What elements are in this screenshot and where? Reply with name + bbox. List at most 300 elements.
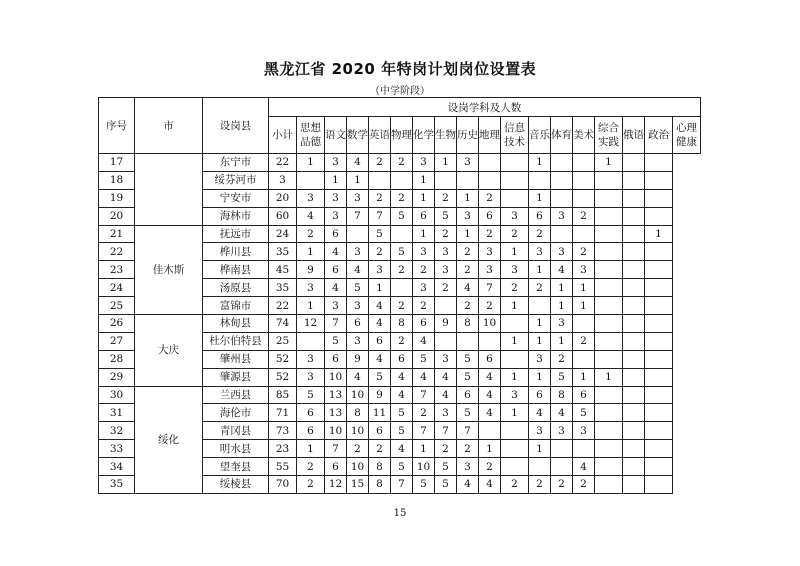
subject-count: 6: [325, 350, 347, 368]
subject-count: 3: [413, 154, 435, 172]
subject-count: 7: [413, 422, 435, 440]
subject-count: 3: [501, 386, 529, 404]
row-seq: 29: [99, 368, 135, 386]
subject-count: [573, 225, 595, 243]
city-cell: 佳木斯: [135, 225, 203, 314]
row-seq: 26: [99, 315, 135, 333]
row-total: 60: [269, 207, 297, 225]
subject-count: 1: [573, 279, 595, 297]
subject-count: [645, 404, 673, 422]
subject-count: 4: [435, 368, 457, 386]
subject-count: [645, 315, 673, 333]
subject-count: 2: [347, 440, 369, 458]
subject-count: 4: [297, 207, 325, 225]
county-cell: 海伦市: [203, 404, 269, 422]
subject-count: 5: [457, 368, 479, 386]
subject-count: 1: [457, 189, 479, 207]
row-total: 3: [269, 171, 297, 189]
subject-count: [595, 207, 623, 225]
header-city: 市: [135, 98, 203, 154]
subject-count: 8: [457, 315, 479, 333]
row-seq: 21: [99, 225, 135, 243]
subject-count: 3: [435, 243, 457, 261]
subject-count: 4: [479, 368, 501, 386]
row-total: 20: [269, 189, 297, 207]
subject-count: [645, 207, 673, 225]
subject-count: [623, 261, 645, 279]
row-seq: 33: [99, 440, 135, 458]
subject-count: 3: [551, 422, 573, 440]
row-total: 74: [269, 315, 297, 333]
county-cell: 肇州县: [203, 350, 269, 368]
subject-count: [595, 315, 623, 333]
subject-count: [595, 476, 623, 494]
county-cell: 宁安市: [203, 189, 269, 207]
subject-count: 2: [435, 279, 457, 297]
row-seq: 34: [99, 458, 135, 476]
subject-count: 4: [457, 279, 479, 297]
subject-count: 13: [325, 386, 347, 404]
subject-count: 6: [479, 350, 501, 368]
row-seq: 19: [99, 189, 135, 207]
subject-count: [501, 315, 529, 333]
subject-count: 2: [391, 154, 413, 172]
subject-count: [457, 332, 479, 350]
header-subject: 体育: [551, 117, 573, 154]
subject-count: [623, 404, 645, 422]
subject-count: 8: [391, 315, 413, 333]
subject-count: 2: [297, 458, 325, 476]
subject-count: 5: [325, 332, 347, 350]
page-title: 黑龙江省 2020 年特岗计划岗位设置表: [263, 60, 537, 78]
subject-count: [573, 189, 595, 207]
subject-count: 2: [479, 189, 501, 207]
subject-count: 1: [551, 297, 573, 315]
subject-count: 3: [435, 404, 457, 422]
subject-count: [479, 422, 501, 440]
subject-count: [501, 350, 529, 368]
row-total: 35: [269, 279, 297, 297]
subject-count: 6: [325, 225, 347, 243]
subject-count: [645, 458, 673, 476]
subject-count: 3: [435, 350, 457, 368]
row-total: 22: [269, 297, 297, 315]
county-cell: 汤原县: [203, 279, 269, 297]
subject-count: 6: [297, 422, 325, 440]
subject-count: 12: [325, 476, 347, 494]
row-seq: 30: [99, 386, 135, 404]
subject-count: 5: [435, 207, 457, 225]
subject-count: 2: [413, 297, 435, 315]
header-subject: 语文: [325, 117, 347, 154]
subject-count: 4: [391, 440, 413, 458]
subject-count: 2: [479, 225, 501, 243]
county-cell: 抚远市: [203, 225, 269, 243]
table-row: [99, 154, 701, 172]
row-total: 73: [269, 422, 297, 440]
county-cell: 海林市: [203, 207, 269, 225]
subject-count: 1: [529, 332, 551, 350]
subject-count: [645, 440, 673, 458]
subject-count: [645, 261, 673, 279]
subject-count: 3: [347, 297, 369, 315]
position-table: [98, 97, 701, 494]
subject-count: 2: [457, 440, 479, 458]
row-seq: 24: [99, 279, 135, 297]
subject-count: [529, 297, 551, 315]
subject-count: [551, 225, 573, 243]
row-total: 45: [269, 261, 297, 279]
subject-count: [551, 154, 573, 172]
subject-count: 2: [297, 225, 325, 243]
subject-count: [623, 332, 645, 350]
subject-count: [501, 422, 529, 440]
subject-count: 6: [479, 207, 501, 225]
subject-count: 9: [297, 261, 325, 279]
subject-count: 6: [391, 350, 413, 368]
header-subject: 政治: [645, 117, 673, 154]
subject-count: [391, 171, 413, 189]
subject-count: 2: [501, 279, 529, 297]
subject-count: 1: [435, 154, 457, 172]
subject-count: 1: [501, 243, 529, 261]
subject-count: [623, 350, 645, 368]
subject-count: 6: [325, 458, 347, 476]
subject-count: [595, 261, 623, 279]
subject-count: 3: [573, 422, 595, 440]
subject-count: [595, 386, 623, 404]
subject-count: 2: [391, 261, 413, 279]
row-seq: 18: [99, 171, 135, 189]
header-subject: 生物: [435, 117, 457, 154]
subject-count: 1: [369, 279, 391, 297]
subject-count: 4: [573, 458, 595, 476]
subject-count: [501, 458, 529, 476]
subject-count: 2: [297, 476, 325, 494]
subject-count: 5: [413, 476, 435, 494]
subject-count: [645, 189, 673, 207]
subject-count: [297, 332, 325, 350]
subject-count: 6: [369, 422, 391, 440]
subject-count: 5: [391, 404, 413, 422]
table-row: [99, 315, 701, 333]
subject-count: 13: [325, 404, 347, 422]
subject-count: 6: [325, 261, 347, 279]
subject-count: 3: [501, 261, 529, 279]
subject-count: 6: [297, 404, 325, 422]
subject-count: [645, 422, 673, 440]
subject-count: 3: [297, 368, 325, 386]
subject-count: 4: [479, 476, 501, 494]
page-number: 15: [393, 508, 407, 519]
subject-count: [501, 171, 529, 189]
subject-count: [645, 368, 673, 386]
subject-count: 3: [529, 422, 551, 440]
subject-count: [529, 171, 551, 189]
subject-count: 5: [435, 458, 457, 476]
subject-count: [501, 440, 529, 458]
subject-count: 1: [347, 171, 369, 189]
subject-count: 5: [297, 386, 325, 404]
header-subject: 综合实践: [595, 117, 623, 154]
subject-count: [623, 476, 645, 494]
subject-count: [645, 243, 673, 261]
subject-count: [595, 440, 623, 458]
subject-count: [501, 154, 529, 172]
subject-count: 2: [573, 332, 595, 350]
subject-count: 9: [347, 350, 369, 368]
header-subject: 物理: [391, 117, 413, 154]
subject-count: 10: [347, 422, 369, 440]
subject-count: [573, 171, 595, 189]
subject-count: [551, 440, 573, 458]
subject-count: 2: [369, 243, 391, 261]
subject-count: [645, 171, 673, 189]
subject-count: [645, 350, 673, 368]
subject-count: 3: [297, 189, 325, 207]
subject-count: 2: [573, 243, 595, 261]
subject-count: 3: [297, 279, 325, 297]
subject-count: 3: [435, 261, 457, 279]
subject-count: 2: [457, 261, 479, 279]
subject-count: 3: [325, 207, 347, 225]
subject-count: [297, 171, 325, 189]
subject-count: 6: [413, 315, 435, 333]
subject-count: 4: [347, 368, 369, 386]
row-seq: 17: [99, 154, 135, 172]
subject-count: 3: [413, 279, 435, 297]
subject-count: 5: [573, 404, 595, 422]
subject-count: 1: [501, 297, 529, 315]
subject-count: 8: [347, 404, 369, 422]
city-cell: [135, 154, 203, 226]
subject-count: [623, 154, 645, 172]
subject-count: 4: [347, 261, 369, 279]
subject-count: [623, 243, 645, 261]
subject-count: [595, 350, 623, 368]
subject-count: 11: [369, 404, 391, 422]
subject-count: 7: [391, 476, 413, 494]
row-seq: 22: [99, 243, 135, 261]
subject-count: [479, 154, 501, 172]
subject-count: 2: [501, 476, 529, 494]
subject-count: 3: [551, 243, 573, 261]
subject-count: 1: [297, 154, 325, 172]
row-total: 25: [269, 332, 297, 350]
subject-count: 2: [391, 297, 413, 315]
subject-count: 5: [391, 207, 413, 225]
subject-count: [595, 225, 623, 243]
subject-count: 2: [391, 332, 413, 350]
subject-count: 2: [573, 476, 595, 494]
county-cell: 兰西县: [203, 386, 269, 404]
subject-count: [623, 225, 645, 243]
subject-count: 7: [347, 207, 369, 225]
subject-count: 1: [529, 440, 551, 458]
county-cell: 桦川县: [203, 243, 269, 261]
subject-count: 5: [391, 422, 413, 440]
header-subject: 音乐: [529, 117, 551, 154]
row-seq: 25: [99, 297, 135, 315]
county-cell: 林甸县: [203, 315, 269, 333]
subject-count: 4: [551, 404, 573, 422]
row-seq: 32: [99, 422, 135, 440]
subject-count: 7: [369, 207, 391, 225]
header-subject: 信息技术: [501, 117, 529, 154]
subject-count: 4: [551, 261, 573, 279]
header-subject-group: 设岗学科及人数: [269, 98, 701, 117]
subject-count: [595, 297, 623, 315]
county-cell: 明水县: [203, 440, 269, 458]
subject-count: 6: [529, 207, 551, 225]
subject-count: 3: [413, 243, 435, 261]
subject-count: 4: [391, 368, 413, 386]
subject-count: [645, 279, 673, 297]
subject-count: 5: [413, 350, 435, 368]
subject-count: 8: [551, 386, 573, 404]
row-seq: 27: [99, 332, 135, 350]
header-subject: 心理健康: [673, 117, 701, 154]
subject-count: 1: [645, 225, 673, 243]
subject-count: 7: [325, 440, 347, 458]
county-cell: 青冈县: [203, 422, 269, 440]
subject-count: 1: [501, 368, 529, 386]
subject-count: 4: [413, 368, 435, 386]
subject-count: [623, 279, 645, 297]
row-total: 23: [269, 440, 297, 458]
subject-count: 1: [325, 171, 347, 189]
subject-count: 4: [529, 404, 551, 422]
subject-count: 2: [457, 243, 479, 261]
subject-count: 10: [325, 368, 347, 386]
subject-count: 2: [551, 476, 573, 494]
subject-count: 2: [551, 350, 573, 368]
subject-count: 4: [435, 386, 457, 404]
subject-count: 1: [413, 440, 435, 458]
subject-count: 7: [413, 386, 435, 404]
county-cell: 肇源县: [203, 368, 269, 386]
row-total: 35: [269, 243, 297, 261]
subject-count: 3: [501, 207, 529, 225]
subject-count: 2: [391, 189, 413, 207]
city-cell: 绥化: [135, 386, 203, 493]
subject-count: 1: [551, 332, 573, 350]
subject-count: 1: [413, 225, 435, 243]
subject-count: 3: [369, 261, 391, 279]
subject-count: 2: [501, 225, 529, 243]
subject-count: 4: [347, 154, 369, 172]
subject-count: 6: [347, 315, 369, 333]
header-subject: 历史: [457, 117, 479, 154]
subject-count: 1: [529, 368, 551, 386]
subject-count: [551, 458, 573, 476]
subject-count: 5: [435, 476, 457, 494]
subject-count: 4: [369, 297, 391, 315]
subject-count: 5: [457, 350, 479, 368]
subject-count: 6: [413, 207, 435, 225]
subject-count: [645, 476, 673, 494]
subject-count: 15: [347, 476, 369, 494]
subject-count: 1: [457, 225, 479, 243]
row-total: 52: [269, 350, 297, 368]
subject-count: 1: [573, 297, 595, 315]
subject-count: 2: [529, 225, 551, 243]
subject-count: 3: [297, 350, 325, 368]
subject-count: 3: [529, 350, 551, 368]
subject-count: 4: [369, 350, 391, 368]
subject-count: 9: [369, 386, 391, 404]
subject-count: [595, 243, 623, 261]
subject-count: 3: [347, 243, 369, 261]
subject-count: [529, 458, 551, 476]
county-cell: 东宁市: [203, 154, 269, 172]
subject-count: [573, 350, 595, 368]
subject-count: 3: [551, 207, 573, 225]
header-subject: 俄语: [623, 117, 645, 154]
subject-count: [435, 171, 457, 189]
subject-count: 2: [435, 189, 457, 207]
subject-count: [479, 171, 501, 189]
subject-count: [623, 315, 645, 333]
header-subject: 数学: [347, 117, 369, 154]
row-seq: 20: [99, 207, 135, 225]
subject-count: [551, 171, 573, 189]
subject-count: [573, 440, 595, 458]
subject-count: 4: [325, 279, 347, 297]
subject-count: [457, 171, 479, 189]
subject-count: [551, 189, 573, 207]
subject-count: [623, 368, 645, 386]
subject-count: [623, 422, 645, 440]
county-cell: 富锦市: [203, 297, 269, 315]
subject-count: [595, 422, 623, 440]
header-subject: 英语: [369, 117, 391, 154]
subject-count: [435, 332, 457, 350]
subject-count: 3: [479, 243, 501, 261]
subject-count: 1: [529, 189, 551, 207]
row-total: 71: [269, 404, 297, 422]
subject-count: [645, 386, 673, 404]
subject-count: [595, 332, 623, 350]
subject-count: 1: [595, 154, 623, 172]
subject-count: 3: [479, 261, 501, 279]
header-subject: 化学: [413, 117, 435, 154]
row-seq: 28: [99, 350, 135, 368]
subject-count: 2: [369, 154, 391, 172]
subject-count: 4: [479, 386, 501, 404]
subject-count: [347, 225, 369, 243]
subject-count: [623, 297, 645, 315]
subject-count: 2: [529, 476, 551, 494]
subject-count: [391, 225, 413, 243]
header-subject: 思想品德: [297, 117, 325, 154]
subject-count: 2: [529, 279, 551, 297]
subject-count: 9: [435, 315, 457, 333]
subject-count: 10: [479, 315, 501, 333]
subject-count: 5: [347, 279, 369, 297]
row-seq: 23: [99, 261, 135, 279]
subject-count: 3: [325, 297, 347, 315]
subject-count: [645, 154, 673, 172]
subject-count: 8: [369, 476, 391, 494]
subject-count: [623, 458, 645, 476]
page-subtitle: （中学阶段）: [370, 86, 430, 97]
subject-count: 1: [573, 368, 595, 386]
row-seq: 31: [99, 404, 135, 422]
header-seq: 序号: [99, 98, 135, 154]
subject-count: 1: [479, 440, 501, 458]
subject-count: 1: [297, 440, 325, 458]
